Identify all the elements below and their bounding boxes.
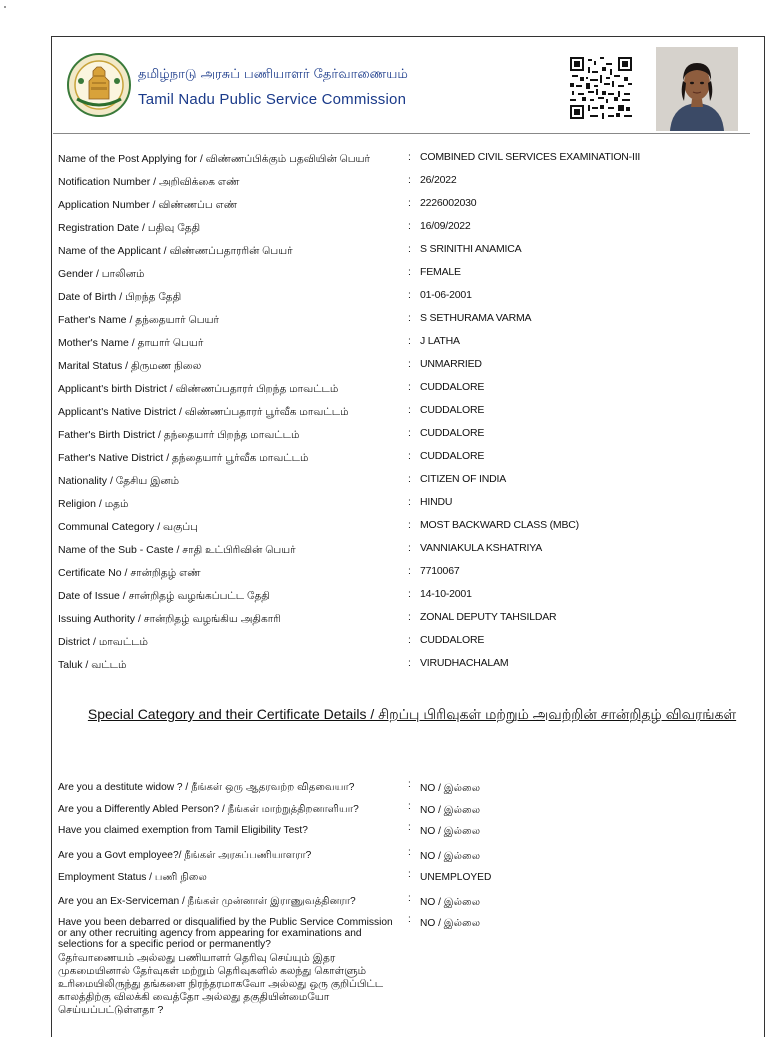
detail-label: Date of Issue / சான்றிதழ் வழங்கப்பட்ட தேதி <box>58 590 270 602</box>
colon: : <box>408 197 411 209</box>
colon: : <box>408 657 411 669</box>
detail-label: Notification Number / அறிவிக்கை எண் <box>58 176 240 188</box>
detail-label: Certificate No / சான்றிதழ் எண் <box>58 567 201 579</box>
special-category-title: Special Category and their Certificate Details / சிறப்பு பிரிவுகள் மற்றும் அவற்றின் சான்றிதழ் விவரங்கள் <box>87 706 737 722</box>
detail-value: 01-06-2001 <box>420 289 472 301</box>
special-label: Have you been debarred or disqualified by the Public Service Commission or any other recruiting agency from appearing for examinations and selections for a specific period or permanently? <box>58 917 393 950</box>
detail-row <box>58 199 748 219</box>
detail-value: VANNIAKULA KSHATRIYA <box>420 542 543 554</box>
colon: : <box>408 174 411 186</box>
colon: : <box>408 335 411 347</box>
detail-label: Registration Date / பதிவு தேதி <box>58 222 201 234</box>
page-dot <box>4 6 6 8</box>
detail-row <box>58 406 748 426</box>
org-name-tamil: தமிழ்நாடு அரசுப் பணியாளர் தேர்வாணையம் <box>138 67 408 82</box>
special-value: NO / இல்லை <box>420 805 481 816</box>
detail-row <box>58 245 748 265</box>
detail-label: Name of the Post Applying for / விண்ணப்பிக்கும் பதவியின் பெயர் <box>58 153 371 165</box>
special-value: NO / இல்லை <box>420 897 481 908</box>
detail-value: CUDDALORE <box>420 381 485 393</box>
detail-row <box>58 475 748 495</box>
colon: : <box>408 914 411 925</box>
detail-value: CITIZEN OF INDIA <box>420 473 507 485</box>
detail-label: Mother's Name / தாயார் பெயர் <box>58 337 204 349</box>
colon: : <box>408 801 411 812</box>
colon: : <box>408 542 411 554</box>
detail-row <box>58 521 748 541</box>
special-label: Are you a Differently Abled Person? / நீங்கள் மாற்றுத்திறனாளியா? <box>58 804 359 815</box>
detail-row <box>58 314 748 334</box>
detail-row <box>58 429 748 449</box>
header-divider <box>53 133 750 134</box>
detail-row <box>58 291 748 311</box>
detail-row <box>58 567 748 587</box>
special-label: Are you a destitute widow ? / நீங்கள் ஒரு ஆதரவற்ற விதவையா? <box>58 782 355 793</box>
detail-row <box>58 153 748 173</box>
detail-label: Father's Native District / தந்தையார் பூர்வீக மாவட்டம் <box>58 452 309 464</box>
detail-row <box>58 659 748 679</box>
colon: : <box>408 822 411 833</box>
detail-value: CUDDALORE <box>420 404 485 416</box>
detail-value: CUDDALORE <box>420 450 485 462</box>
tamil-nadu-emblem-icon <box>67 51 131 119</box>
detail-value: VIRUDHACHALAM <box>420 657 509 669</box>
detail-label: Marital Status / திருமண நிலை <box>58 360 202 372</box>
detail-value: CUDDALORE <box>420 634 485 646</box>
detail-value: MOST BACKWARD CLASS (MBC) <box>420 519 579 531</box>
detail-value: CUDDALORE <box>420 427 485 439</box>
colon: : <box>408 847 411 858</box>
org-name-english: Tamil Nadu Public Service Commission <box>138 91 407 108</box>
detail-label: Name of the Sub - Caste / சாதி உட்பிரிவின் பெயர் <box>58 544 296 556</box>
special-label: Have you claimed exemption from Tamil Eligibility Test? <box>58 825 308 836</box>
colon: : <box>408 893 411 904</box>
special-value: NO / இல்லை <box>420 918 481 929</box>
colon: : <box>408 220 411 232</box>
detail-value: S SETHURAMA VARMA <box>420 312 532 324</box>
special-value: NO / இல்லை <box>420 826 481 837</box>
detail-row <box>58 452 748 472</box>
detail-row <box>58 360 748 380</box>
detail-value: 14-10-2001 <box>420 588 472 600</box>
detail-value: 7710067 <box>420 565 460 577</box>
detail-value: 26/2022 <box>420 174 457 186</box>
detail-value: 2226002030 <box>420 197 477 209</box>
colon: : <box>408 266 411 278</box>
detail-label: Religion / மதம் <box>58 498 129 510</box>
colon: : <box>408 381 411 393</box>
colon: : <box>408 519 411 531</box>
detail-row <box>58 268 748 288</box>
detail-label: Father's Name / தந்தையார் பெயர் <box>58 314 219 326</box>
colon: : <box>408 779 411 790</box>
qr-code-icon <box>570 57 632 119</box>
detail-label: Applicant's Native District / விண்ணப்பதாரர் பூர்வீக மாவட்டம் <box>58 406 349 418</box>
detail-value: COMBINED CIVIL SERVICES EXAMINATION-III <box>420 151 641 163</box>
detail-label: Communal Category / வகுப்பு <box>58 521 198 533</box>
detail-row <box>58 613 748 633</box>
detail-label: Name of the Applicant / விண்ணப்பதாரரின் பெயர் <box>58 245 293 257</box>
detail-label: Gender / பாலினம் <box>58 268 145 280</box>
detail-row <box>58 498 748 518</box>
colon: : <box>408 634 411 646</box>
detail-value: 16/09/2022 <box>420 220 471 232</box>
detail-value: HINDU <box>420 496 453 508</box>
special-label: Are you an Ex-Serviceman / நீங்கள் முன்னாள் இராணுவத்தினரா? <box>58 896 356 907</box>
detail-row <box>58 337 748 357</box>
colon: : <box>408 473 411 485</box>
colon: : <box>408 565 411 577</box>
detail-value: FEMALE <box>420 266 461 278</box>
application-form <box>51 36 765 1037</box>
special-value: NO / இல்லை <box>420 783 481 794</box>
detail-row <box>58 222 748 242</box>
colon: : <box>408 404 411 416</box>
colon: : <box>408 358 411 370</box>
colon: : <box>408 151 411 163</box>
detail-label: Date of Birth / பிறந்த தேதி <box>58 291 182 303</box>
detail-label: Application Number / விண்ணப்ப எண் <box>58 199 238 211</box>
colon: : <box>408 312 411 324</box>
detail-label: Issuing Authority / சான்றிதழ் வழங்கிய அதிகாரி <box>58 613 281 625</box>
special-label: Employment Status / பணி நிலை <box>58 872 207 883</box>
special-label-tamil: தேர்வாணையம் அல்லது பணியாளர் தெரிவு செய்யும் இதர முகமையினால் தேர்வுகள் மற்றும் தெரிவுகளில் கலந்து கொள்ளும் உரிமையிலிருந்து தங்களை நிரந்தரமாகவோ அல்லது ஒரு குறிப்பிட்ட காலத்திற்கு விலக்கி வைத்தோ அல்லது தகுதியின்மையோ செய்யப்பட்டுள்ளதா ? <box>58 952 384 1016</box>
detail-value: J LATHA <box>420 335 460 347</box>
special-label-block <box>58 917 393 1017</box>
detail-row <box>58 544 748 564</box>
detail-row <box>58 636 748 656</box>
detail-label: Applicant's birth District / விண்ணப்பதாரர் பிறந்த மாவட்டம் <box>58 383 339 395</box>
detail-value: ZONAL DEPUTY TAHSILDAR <box>420 611 557 623</box>
colon: : <box>408 289 411 301</box>
colon: : <box>408 611 411 623</box>
detail-label: Taluk / வட்டம் <box>58 659 127 671</box>
detail-row <box>58 383 748 403</box>
special-value: NO / இல்லை <box>420 851 481 862</box>
detail-value: S SRINITHI ANAMICA <box>420 243 522 255</box>
colon: : <box>408 496 411 508</box>
special-value: UNEMPLOYED <box>420 872 492 883</box>
detail-row <box>58 590 748 610</box>
colon: : <box>408 243 411 255</box>
colon: : <box>408 450 411 462</box>
detail-label: District / மாவட்டம் <box>58 636 148 648</box>
detail-label: Father's Birth District / தந்தையார் பிறந்த மாவட்டம் <box>58 429 300 441</box>
detail-row <box>58 176 748 196</box>
colon: : <box>408 869 411 880</box>
special-label: Are you a Govt employee?/ நீங்கள் அரசுப்பணியாளரா? <box>58 850 312 861</box>
colon: : <box>408 427 411 439</box>
applicant-photo <box>656 47 738 131</box>
detail-label: Nationality / தேசிய இனம் <box>58 475 180 487</box>
colon: : <box>408 588 411 600</box>
detail-value: UNMARRIED <box>420 358 482 370</box>
